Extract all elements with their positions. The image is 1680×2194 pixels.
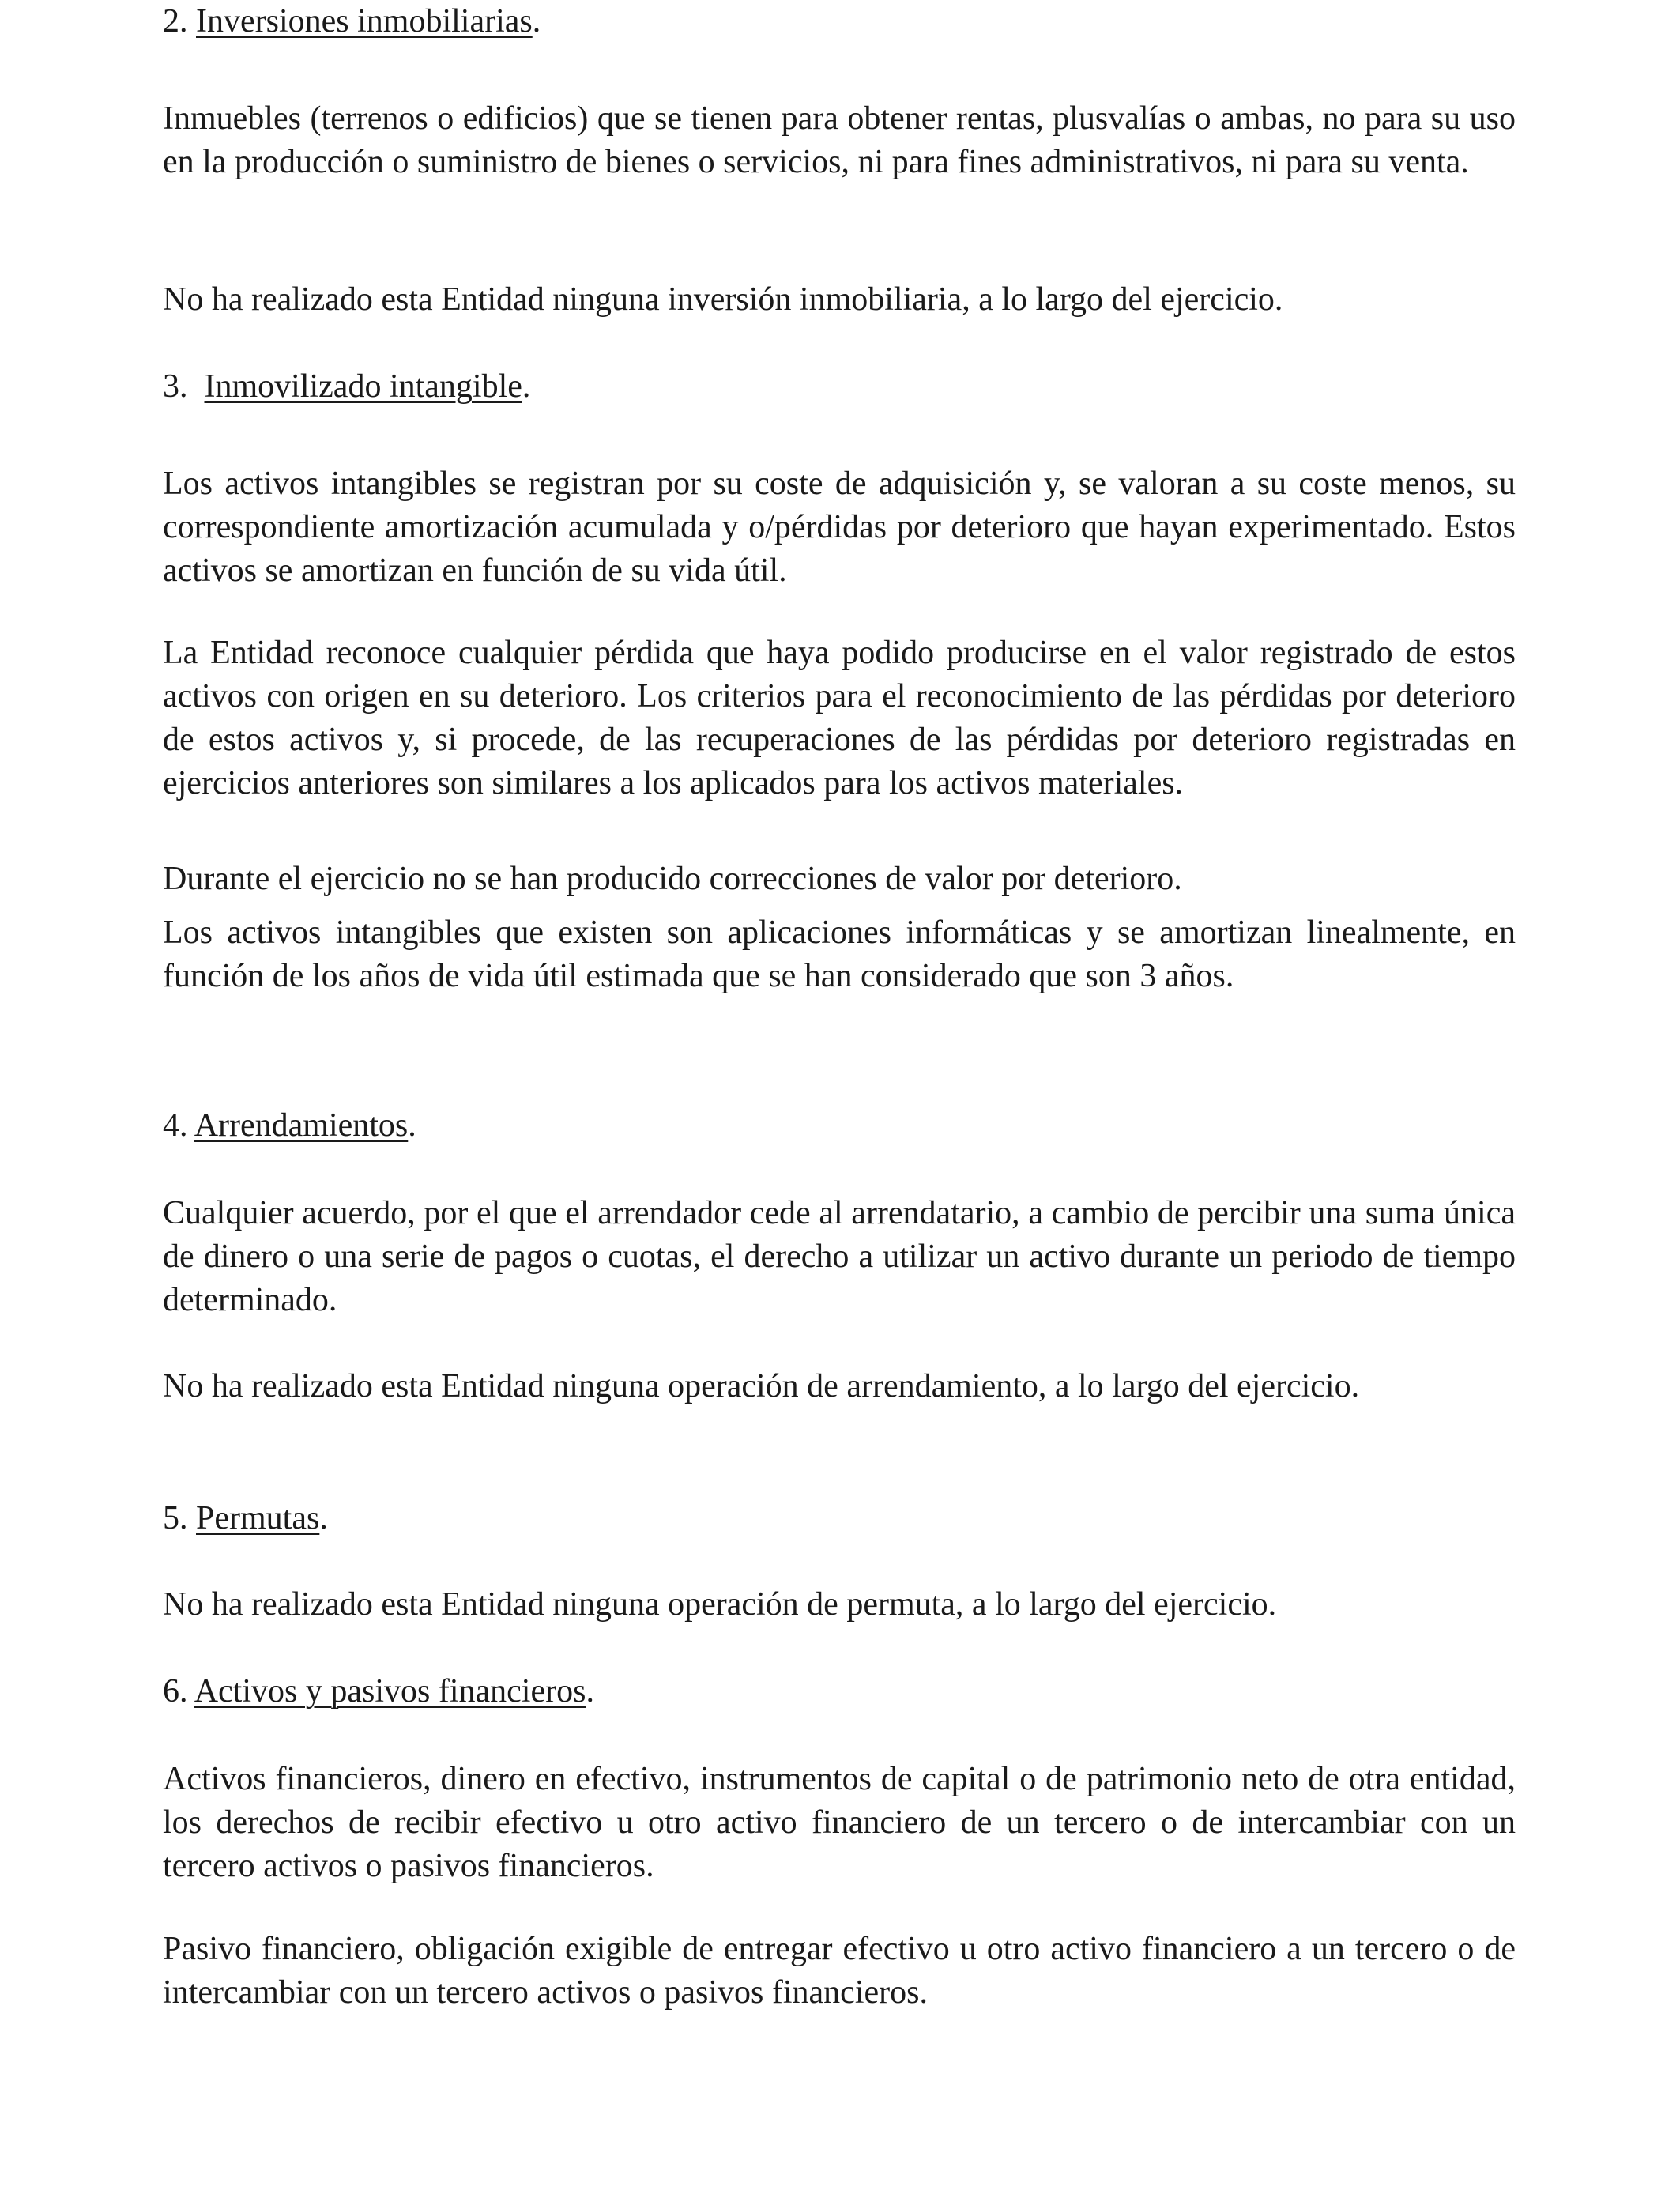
- section-heading-6: 6. Activos y pasivos financieros.: [163, 1673, 594, 1710]
- section-number: 6.: [163, 1673, 188, 1710]
- section-heading-5: 5. Permutas.: [163, 1500, 328, 1536]
- paragraph: No ha realizado esta Entidad ninguna inversión inmobiliaria, a lo largo del ejercicio.: [163, 281, 1283, 318]
- section-title: Permutas: [196, 1500, 320, 1536]
- section-heading-4: 4. Arrendamientos.: [163, 1107, 416, 1144]
- section-heading-3: 3. Inmovilizado intangible.: [163, 368, 531, 405]
- paragraph: Los activos intangibles que existen son aplicaciones informáticas y se amortizan linealmente, en función de los años de vida útil estimada que se han considerado que son 3 años.: [163, 914, 1516, 994]
- section-title: Activos y pasivos financieros: [194, 1673, 586, 1710]
- paragraph: Cualquier acuerdo, por el que el arrendador cede al arrendatario, a cambio de percibir una suma única de dinero o una serie de pagos o cuotas, el derecho a utilizar un activo durante un periodo de tiempo determinado.: [163, 1195, 1516, 1318]
- section-number: 4.: [163, 1107, 188, 1144]
- paragraph: Pasivo financiero, obligación exigible de entregar efectivo u otro activo financiero a un tercero o de intercambiar con un tercero activos o pasivos financieros.: [163, 1931, 1516, 2011]
- section-title: Inversiones inmobiliarias: [196, 3, 533, 40]
- paragraph: No ha realizado esta Entidad ninguna operación de arrendamiento, a lo largo del ejercicio.: [163, 1368, 1360, 1404]
- section-heading-2: 2. Inversiones inmobiliarias.: [163, 3, 541, 40]
- section-title: Inmovilizado intangible: [204, 368, 522, 405]
- paragraph: Los activos intangibles se registran por su coste de adquisición y, se valoran a su coste menos, su correspondiente amortización acumulada y o/pérdidas por deterioro que hayan experimentado. Estos activos se amortizan en función de su vida útil.: [163, 466, 1516, 589]
- section-title: Arrendamientos: [194, 1107, 409, 1144]
- paragraph: Durante el ejercicio no se han producido correcciones de valor por deterioro.: [163, 861, 1182, 897]
- paragraph: Activos financieros, dinero en efectivo, instrumentos de capital o de patrimonio neto de otra entidad, los derechos de recibir efectivo u otro activo financiero de un tercero o de intercambiar con un tercero activos o pasivos financieros.: [163, 1761, 1516, 1884]
- paragraph: No ha realizado esta Entidad ninguna operación de permuta, a lo largo del ejercicio.: [163, 1586, 1277, 1623]
- section-number: 3.: [163, 368, 188, 405]
- paragraph: La Entidad reconoce cualquier pérdida que haya podido producirse en el valor registrado de estos activos con origen en su deterioro. Los criterios para el reconocimiento de las pérdidas por deterioro de estos activos y, si procede, de las recuperaciones de las pérdidas por deterioro registradas en ejercicios anteriores son similares a los aplicados para los activos materiales.: [163, 635, 1516, 801]
- paragraph: Inmuebles (terrenos o edificios) que se tienen para obtener rentas, plusvalías o ambas, no para su uso en la producción o suministro de bienes o servicios, ni para fines administrativos, ni para su venta.: [163, 100, 1516, 180]
- section-number: 2.: [163, 3, 188, 40]
- section-number: 5.: [163, 1500, 188, 1536]
